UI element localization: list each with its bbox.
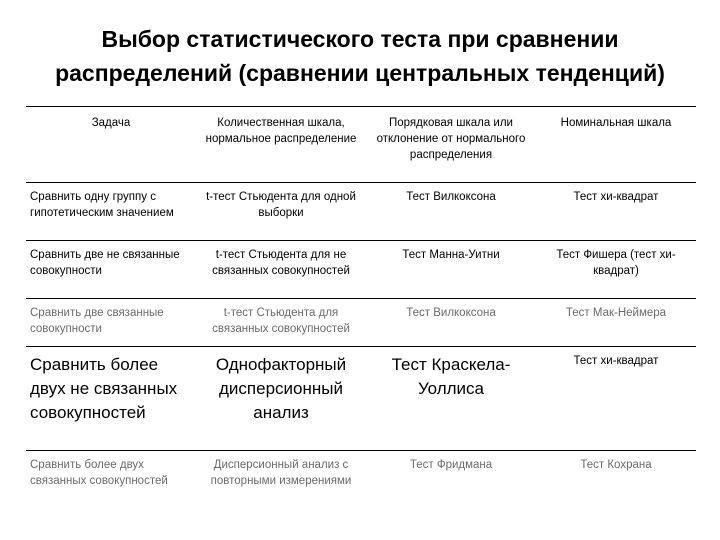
header-ordinal-nonnormal: Порядковая шкала или отклонение от нормального распределения <box>376 117 526 161</box>
table-row <box>26 299 696 347</box>
quantitative-test-cell: t-тест Стьюдента для одной выборки <box>206 191 356 219</box>
slide-title-line-1: Выбор статистического теста при сравнении <box>101 26 619 52</box>
quantitative-test-cell: t-тест Стьюдента для не связанных совокупностей <box>212 249 350 277</box>
task-cell: Сравнить более двух связанных совокупностей <box>30 459 168 487</box>
ordinal-test-cell: Тест Фридмана <box>409 459 493 471</box>
nominal-test-cell: Тест Кохрана <box>580 459 652 471</box>
table-row <box>26 241 696 299</box>
ordinal-test-cell: Тест Краскела-Уоллиса <box>391 355 511 398</box>
table-row <box>26 451 696 511</box>
ordinal-test-cell: Тест Вилкоксона <box>406 191 496 203</box>
ordinal-test-cell: Тест Вилкоксона <box>406 307 496 319</box>
table-header-row <box>26 107 696 183</box>
slide-title-line-2: распределений (сравнении центральных тенденций) <box>55 60 665 86</box>
nominal-test-cell: Тест хи-квадрат <box>573 355 659 367</box>
header-nominal: Номинальная шкала <box>560 117 672 129</box>
slide-title <box>0 22 720 90</box>
test-selection-table <box>26 106 696 511</box>
table-row <box>26 183 696 241</box>
task-cell: Сравнить одну группу с гипотетическим значением <box>30 191 174 219</box>
task-cell: Сравнить две связанные совокупности <box>30 307 164 335</box>
nominal-test-cell: Тест Мак-Неймера <box>565 307 667 319</box>
ordinal-test-cell: Тест Манна-Уитни <box>402 249 500 261</box>
task-cell: Сравнить более двух не связанных совокупностей <box>30 355 178 422</box>
quantitative-test-cell: Однофакторный дисперсионный анализ <box>215 355 347 422</box>
header-quantitative-normal: Количественная шкала, нормальное распределение <box>205 117 357 145</box>
nominal-test-cell: Тест Фишера (тест хи-квадрат) <box>556 249 676 277</box>
header-task: Задача <box>91 117 131 129</box>
task-cell: Сравнить две не связанные совокупности <box>30 249 180 277</box>
quantitative-test-cell: Дисперсионный анализ с повторными измерениями <box>210 459 352 487</box>
table-row <box>26 347 696 451</box>
nominal-test-cell: Тест хи-квадрат <box>573 191 659 203</box>
quantitative-test-cell: t-тест Стьюдента для связанных совокупностей <box>212 307 350 335</box>
